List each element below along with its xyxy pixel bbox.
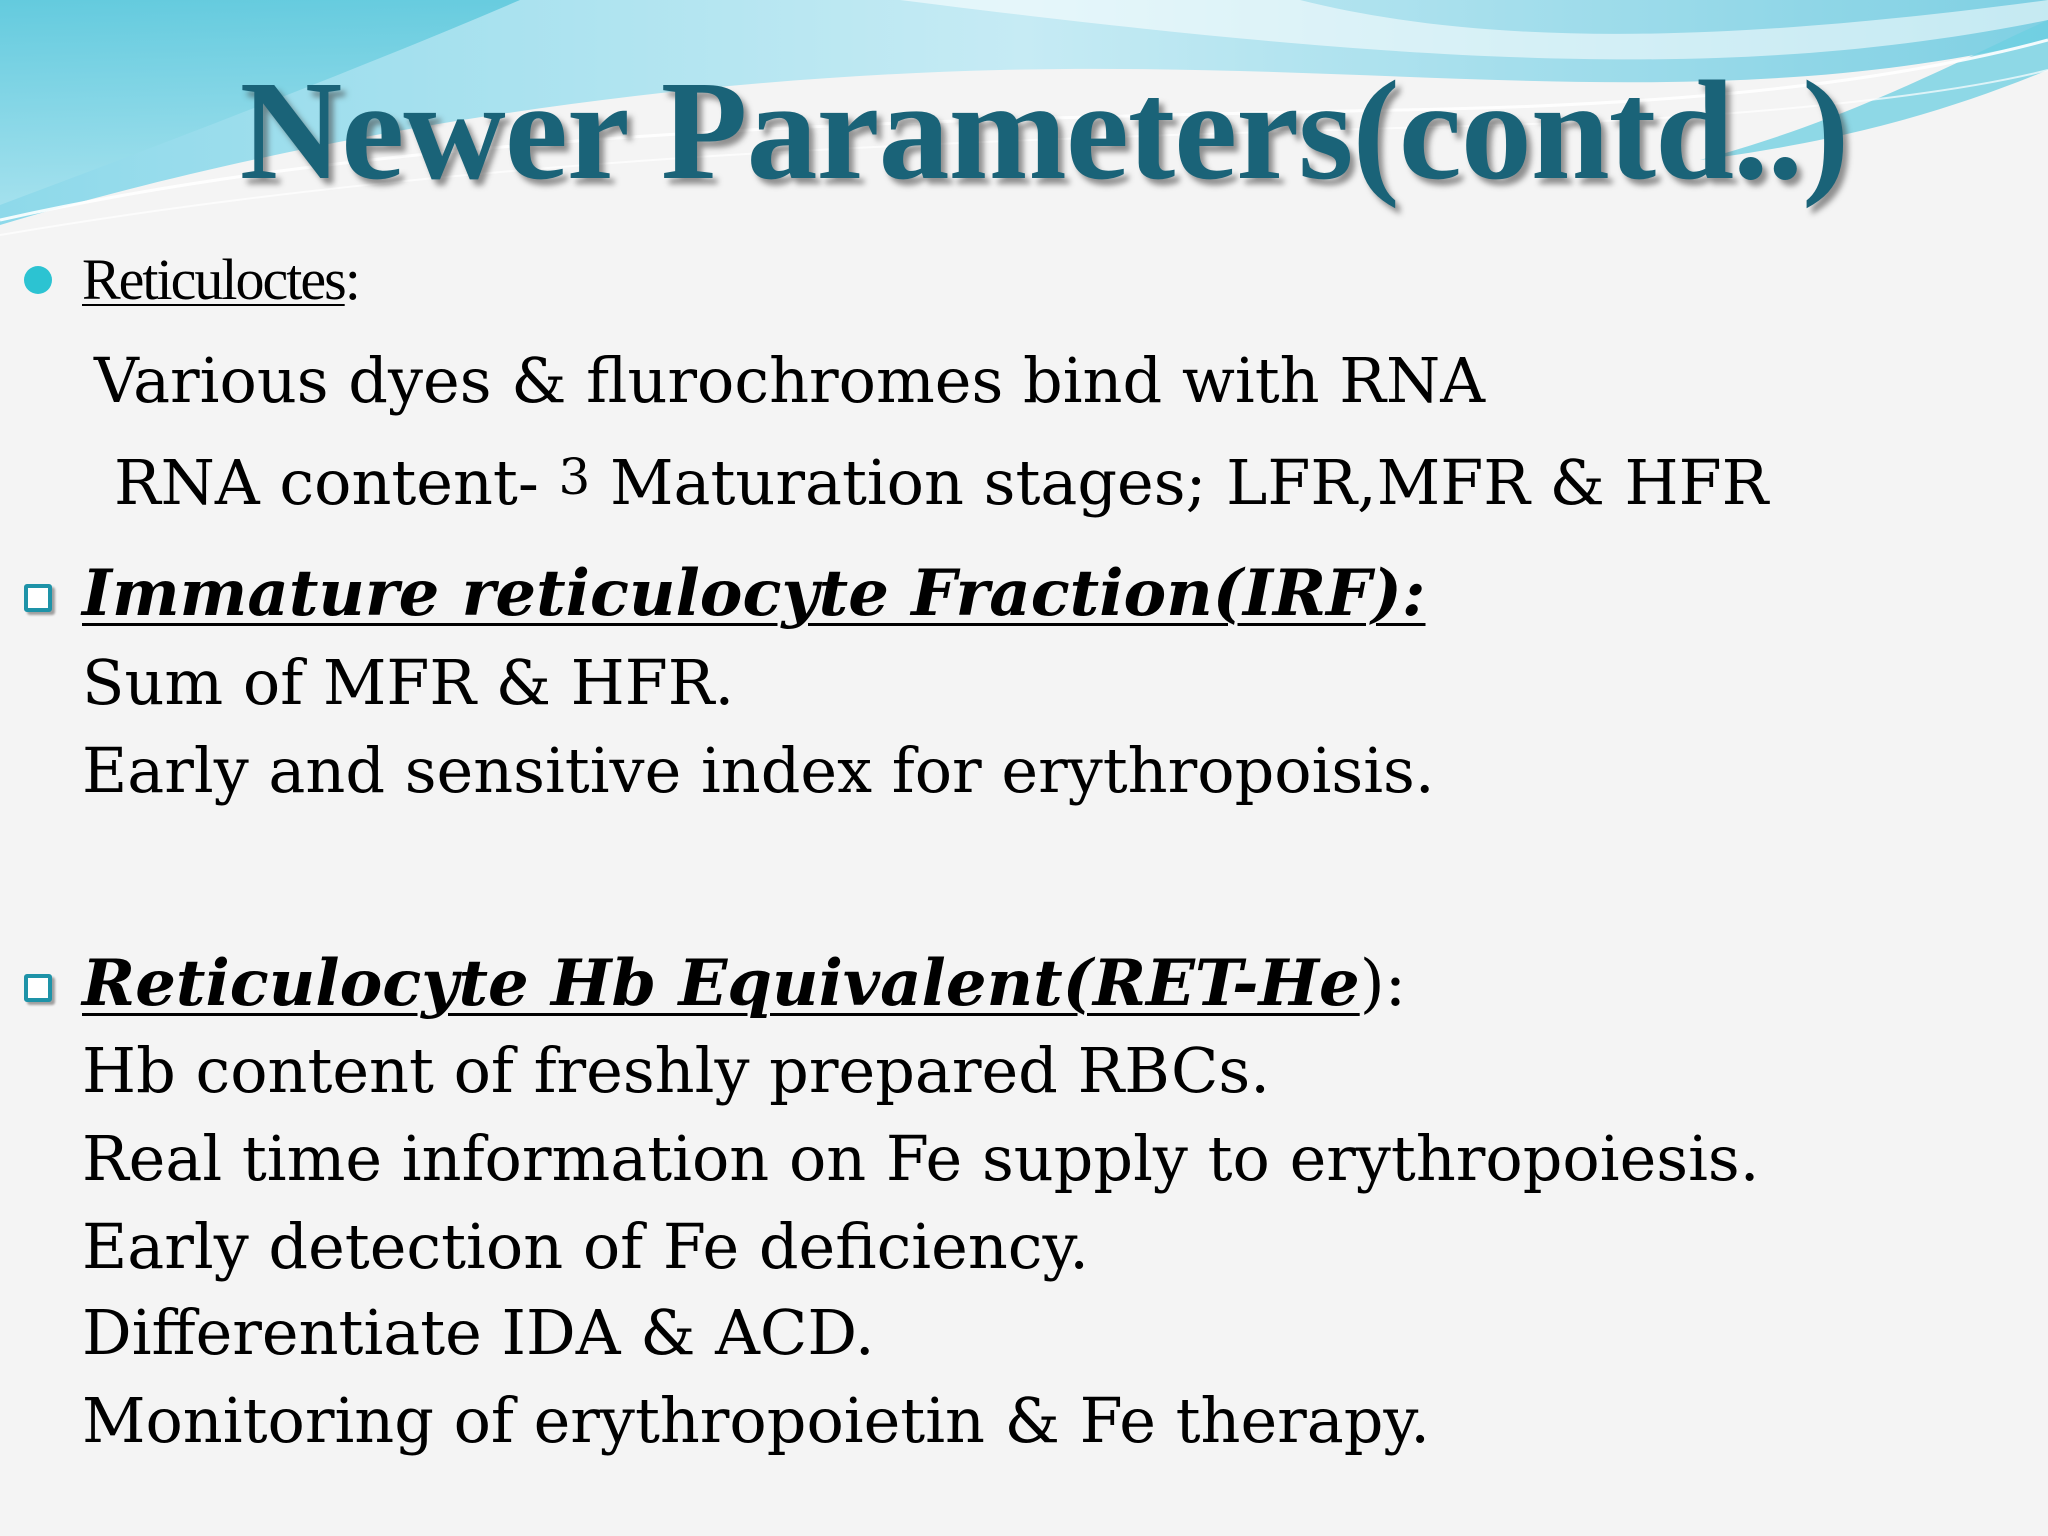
ret-he-line-5: Monitoring of erythropoietin & Fe therapy.: [82, 1384, 1430, 1457]
irf-line-1: Sum of MFR & HFR.: [82, 646, 735, 719]
ret-he-line-1: Hb content of freshly prepared RBCs.: [82, 1034, 1270, 1107]
rna-content-prefix: RNA content-: [114, 446, 539, 519]
reticulocytes-label: Reticuloctes: [82, 247, 345, 312]
reticulocytes-colon: :: [344, 247, 361, 312]
ret-he-heading-tail: ):: [1359, 947, 1407, 1021]
checkbox-bullet-icon: [24, 584, 52, 612]
maturation-count: 3: [558, 448, 591, 506]
ret-he-line-3: Early detection of Fe deficiency.: [82, 1210, 1089, 1283]
irf-line-2: Early and sensitive index for erythropoisis.: [82, 734, 1435, 807]
slide-title: Newer Parameters(contd..): [239, 51, 1849, 209]
irf-heading: Immature reticulocyte Fraction(IRF):: [82, 556, 1426, 631]
reticulocytes-label-row: [82, 246, 361, 313]
bullet-dot-icon: [24, 266, 52, 294]
ret-he-line-4: Differentiate IDA & ACD.: [82, 1296, 875, 1369]
maturation-stages-text: Maturation stages; LFR,MFR & HFR: [610, 446, 1769, 519]
reticulocytes-line-1: Various dyes & flurochromes bind with RNA: [94, 344, 1486, 417]
ret-he-line-2: Real time information on Fe supply to erythropoiesis.: [82, 1122, 1760, 1195]
reticulocytes-line-2: [114, 446, 1768, 520]
ret-he-heading-row: [82, 946, 1406, 1021]
checkbox-bullet-icon: [24, 974, 52, 1002]
ret-he-heading: Reticulocyte Hb Equivalent(RET-He: [82, 946, 1360, 1021]
